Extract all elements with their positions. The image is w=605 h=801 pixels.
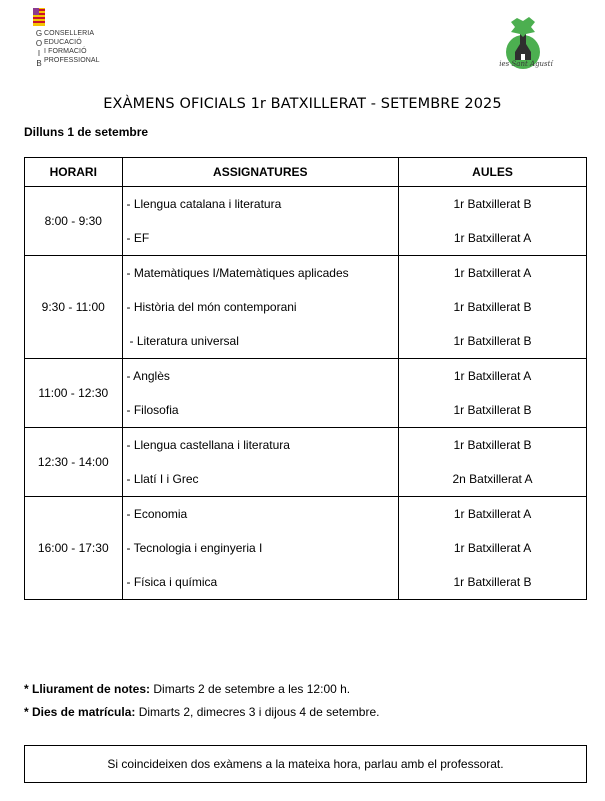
subject: - Llatí I i Grec [126, 472, 199, 486]
column-header: AULES [399, 158, 587, 187]
subject: - Física i química [126, 575, 218, 589]
subjects-cell [122, 256, 399, 359]
subject: - Literatura universal [129, 334, 239, 348]
room: 1r Batxillerat B [453, 197, 532, 211]
room: 1r Batxillerat A [453, 507, 532, 521]
subjects-cell [122, 497, 399, 600]
table-row [25, 359, 587, 428]
column-header: HORARI [25, 158, 123, 187]
goib-letter: O [35, 39, 43, 48]
exam-schedule-table [24, 157, 587, 600]
table-row [25, 497, 587, 600]
balearic-flag-icon [33, 8, 45, 26]
table-row [25, 428, 587, 497]
time-slot: 11:00 - 12:30 [25, 359, 123, 428]
table-row [25, 256, 587, 359]
subject: - Filosofia [126, 403, 179, 417]
department-line: CONSELLERIA [44, 30, 95, 37]
room: 1r Batxillerat A [453, 266, 532, 280]
goib-logo [30, 8, 130, 70]
subject: - Llengua castellana i literatura [126, 438, 290, 452]
note-label: * Lliurament de notes: [24, 682, 151, 696]
note-text: Dimarts 2 de setembre a les 12:00 h. [150, 682, 351, 696]
rooms-cell [399, 187, 587, 256]
school-name: ies Sant Agustí [499, 60, 553, 68]
subject: - Economia [126, 507, 188, 521]
subjects-cell [122, 428, 399, 497]
subject: - Matemàtiques I/Matemàtiques aplicades [126, 266, 349, 280]
subject: - Anglès [126, 369, 170, 383]
time-slot: 12:30 - 14:00 [25, 428, 123, 497]
subject: - Llengua catalana i literatura [126, 197, 282, 211]
department-line: PROFESSIONAL [44, 57, 100, 64]
time-slot: 9:30 - 11:00 [25, 256, 123, 359]
goib-letter: B [36, 59, 42, 68]
room: 1r Batxillerat A [453, 541, 532, 555]
goib-letter: G [35, 29, 43, 38]
grades-delivery-note [24, 682, 350, 696]
table-header-row [25, 158, 587, 187]
department-line: EDUCACIÓ [44, 39, 82, 46]
goib-letter: I [37, 49, 41, 58]
note-text: Dimarts 2, dimecres 3 i dijous 4 de setembre. [135, 705, 380, 719]
room: 2n Batxillerat A [452, 472, 533, 486]
department-name [44, 29, 100, 65]
rooms-cell [399, 256, 587, 359]
notice-box: Si coincideixen dos exàmens a la mateixa hora, parlau amb el professorat. [24, 745, 587, 783]
subjects-cell [122, 359, 399, 428]
room: 1r Batxillerat B [453, 300, 532, 314]
room: 1r Batxillerat A [453, 231, 532, 245]
school-logo-icon [493, 10, 558, 80]
room: 1r Batxillerat B [453, 334, 532, 348]
subject: - Tecnologia i enginyeria I [126, 541, 263, 555]
exam-day: Dilluns 1 de setembre [24, 125, 149, 139]
room: 1r Batxillerat B [453, 575, 532, 589]
room: 1r Batxillerat A [453, 369, 532, 383]
subject: - EF [126, 231, 150, 245]
department-line: I FORMACIÓ [44, 48, 87, 55]
rooms-cell [399, 359, 587, 428]
subjects-cell [122, 187, 399, 256]
time-slot: 16:00 - 17:30 [25, 497, 123, 600]
rooms-cell [399, 497, 587, 600]
page-title: EXÀMENS OFICIALS 1r BATXILLERAT - SETEMBRE 2025 [103, 96, 502, 112]
enrollment-days-note [24, 705, 379, 719]
note-label: * Dies de matrícula: [24, 705, 136, 719]
rooms-cell [399, 428, 587, 497]
room: 1r Batxillerat B [453, 438, 532, 452]
time-slot: 8:00 - 9:30 [25, 187, 123, 256]
subject: - Història del món contemporani [126, 300, 297, 314]
room: 1r Batxillerat B [453, 403, 532, 417]
table-row [25, 187, 587, 256]
goib-letters [34, 29, 44, 69]
column-header: ASSIGNATURES [122, 158, 399, 187]
